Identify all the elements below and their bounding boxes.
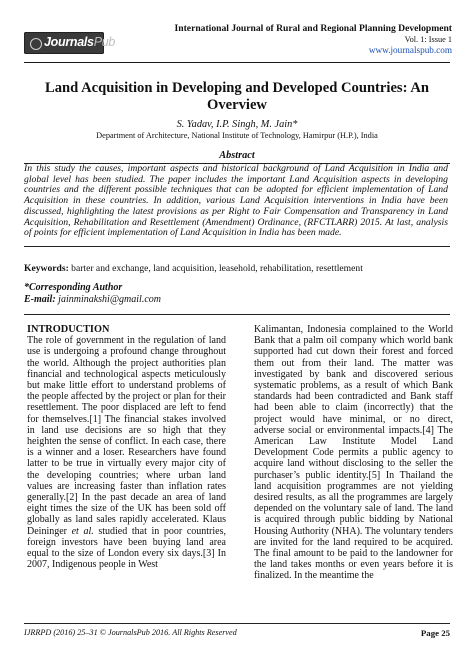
journal-logo xyxy=(24,32,116,54)
abstract-text: In this study the causes, important aspects and historical background of Land Acquisition in India and global level has been studied. The paper includes the important Land Acquisition aspects in developing countries and the different possible techniques that can be adopted for efficient implementation of Land Acquisition in these countries. In addition, various Land Acquisition interventions in India have been discussed, highlighting the latest provisions as per Right to Fair Compensation and Transparency in Land Acquisition, Rehabilitation and Resettlement (Amendment) Ordinance, (RFCTLARR) 2015. At last, analysis of points for efficient implementation of Land Acquisition in India has been made. xyxy=(24,163,448,239)
footer-citation: IJRRPD (2016) 25–31 © JournalsPub 2016. All Rights Reserved xyxy=(24,628,237,637)
section-divider xyxy=(24,314,450,315)
journal-header xyxy=(175,23,452,56)
logo-mark-icon xyxy=(30,38,42,50)
journal-url-link[interactable]: www.journalspub.com xyxy=(368,45,452,55)
introduction-paragraph-continued: Kalimantan, Indonesia complained to the World Bank that a palm oil company which world bank supported had cut down their forest and forced them out from their land. The matter was investigated by bank and discovered serious systematic problems, as a result of which Bank standards had been contradicted and Bank staff had been able to claim (incorrectly) that the project would have minimal, or no direct, adverse social or environmental impacts.[4] The American Law Institute Model Land Development Code permits a public agency to acquire land without disclosing to the seller the purchaser’s public identity.[5] In Thailand the land acquisition programmes are not yielding desired results, as all the programmes are largely depended on the voluntary sale of land. The land is acquired through public bidding by National Housing Authority (NHA). The voluntary tenders are invited for the land required to be acquired. The final amount to be paid to the landowner for the land takes months or even years before it is finalized. In the meantime the xyxy=(254,324,453,582)
article-authors: S. Yadav, I.P. Singh, M. Jain* xyxy=(176,119,298,130)
footer-divider xyxy=(24,623,450,624)
corresponding-email xyxy=(24,294,161,306)
abstract-bottom-rule xyxy=(24,246,450,247)
abstract-heading: Abstract xyxy=(219,150,255,161)
body-column-left xyxy=(27,324,226,570)
article-title: Land Acquisition in Developing and Developed Countries: An Overview xyxy=(45,80,429,113)
author-affiliation: Department of Architecture, National Institute of Technology, Hamirpur (H.P.), India xyxy=(96,131,378,140)
body-column-right xyxy=(254,324,453,582)
journal-title: International Journal of Rural and Regional Planning Development xyxy=(174,23,452,34)
corresponding-author-heading: *Corresponding Author xyxy=(24,282,123,293)
keywords-label: Keywords: xyxy=(24,263,69,274)
corresponding-author xyxy=(24,282,161,305)
keywords xyxy=(24,263,450,274)
page-number: Page 25 xyxy=(420,628,450,638)
keywords-text: barter and exchange, land acquisition, leasehold, rehabilitation, resettlement xyxy=(68,263,363,274)
email-address-link[interactable]: jainminakshi@gmail.com xyxy=(55,293,161,305)
introduction-heading: INTRODUCTION xyxy=(27,324,110,335)
logo-text: JournalsPub xyxy=(44,35,116,49)
introduction-paragraph: The role of government in the regulation of land use is undergoing a profound change throughout the world. Although the project authorities plan financial and technological aspects meticulously but make little effort to understand problems of the people affected by the project or plan for their resettlement. The poor displaced are left to fend for themselves.[1] The financial stakes involved in land use decisions are so high that they heighten the sense of conflict. In each case, there is a winner and a loser. Researchers have found latter to be true in virtually every major city of the developing countries; where urban land values are increasing faster than inflation rates generally.[2] In the past decade an area of land eight times the size of the UK has been sold off globally as land sales rapidly accelerated. Klaus Deininger et al. studied that in poor countries, foreign investors have been buying land area equal to the size of London every six days.[3] In 2007, Indigenous people in West xyxy=(27,335,226,571)
email-label: E-mail: xyxy=(24,293,56,305)
journal-volume: Vol. 1: Issue 1 xyxy=(404,35,452,44)
header-divider xyxy=(24,62,450,63)
